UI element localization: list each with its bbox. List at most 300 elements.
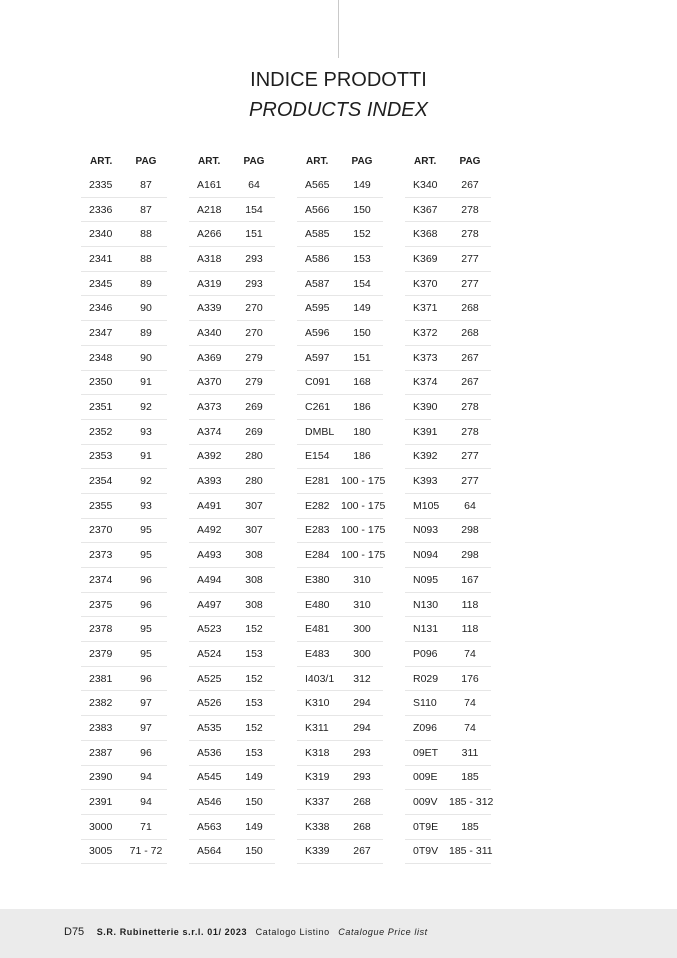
page-ref: 100 - 175: [341, 524, 386, 537]
article-code: A392: [197, 450, 222, 463]
table-row: [81, 247, 167, 272]
page-ref: 118: [461, 598, 479, 611]
table-row: [405, 568, 491, 593]
article-code: 0T9V: [413, 845, 439, 858]
article-code: 2346: [89, 302, 113, 315]
table-row: [297, 371, 383, 396]
page-ref: 151: [353, 351, 371, 364]
page-ref: 300: [353, 647, 371, 660]
article-code: 2391: [89, 796, 113, 809]
article-code: A566: [305, 203, 330, 216]
table-row: [189, 691, 275, 716]
table-row: [189, 519, 275, 544]
table-row: [297, 568, 383, 593]
article-code: E281: [305, 475, 330, 488]
article-code: K319: [305, 771, 330, 784]
page-ref: 93: [140, 499, 152, 512]
catalog-label-it: Catalogo Listino: [255, 927, 330, 937]
article-code: N094: [413, 549, 439, 562]
article-code: 2354: [89, 475, 113, 488]
table-row: [189, 766, 275, 791]
page-ref: 100 - 175: [341, 475, 386, 488]
table-row: [81, 420, 167, 445]
table-row: [81, 691, 167, 716]
page-ref: 278: [461, 203, 479, 216]
table-row: [189, 173, 275, 198]
table-row: [405, 469, 491, 494]
page-ref: 64: [248, 178, 260, 191]
article-code: 2355: [89, 499, 113, 512]
table-row: [297, 198, 383, 223]
page-ref: 149: [353, 302, 371, 315]
header-pag: PAG: [459, 155, 481, 167]
article-code: A565: [305, 178, 330, 191]
page-ref: 71 - 72: [129, 845, 163, 858]
table-row: [81, 593, 167, 618]
table-row: [189, 247, 275, 272]
catalog-label-en: Catalogue Price list: [338, 927, 428, 937]
table-row: [405, 198, 491, 223]
table-row: [81, 321, 167, 346]
header-pag: PAG: [243, 155, 265, 167]
article-code: A161: [197, 178, 222, 191]
page-ref: 95: [140, 647, 152, 660]
article-code: 2350: [89, 376, 113, 389]
page-ref: 153: [245, 647, 263, 660]
table-row: [297, 346, 383, 371]
article-code: A491: [197, 499, 222, 512]
page-ref: 307: [245, 499, 263, 512]
page-ref: 278: [461, 425, 479, 438]
page-ref: 185: [461, 820, 479, 833]
article-code: A524: [197, 647, 222, 660]
table-row: [297, 593, 383, 618]
page-ref: 268: [353, 796, 371, 809]
page-ref: 308: [245, 573, 263, 586]
table-row: [297, 642, 383, 667]
article-code: 2340: [89, 228, 113, 241]
page-ref: 277: [461, 475, 479, 488]
article-code: A546: [197, 796, 222, 809]
article-code: A525: [197, 672, 222, 685]
article-code: K318: [305, 746, 330, 759]
column-header: [189, 149, 275, 173]
article-code: K372: [413, 326, 438, 339]
article-code: 2347: [89, 326, 113, 339]
table-row: [189, 371, 275, 396]
table-row: [189, 469, 275, 494]
page-ref: 267: [461, 376, 479, 389]
page-ref: 293: [245, 252, 263, 265]
article-code: K392: [413, 450, 438, 463]
article-code: A493: [197, 549, 222, 562]
article-code: M105: [413, 499, 440, 512]
table-row: [81, 642, 167, 667]
table-row: [297, 494, 386, 519]
article-code: A595: [305, 302, 330, 315]
page-ref: 185 - 311: [449, 845, 493, 858]
article-code: 2382: [89, 697, 113, 710]
page-ref: 298: [461, 549, 479, 562]
index-column: [297, 149, 386, 864]
table-row: [189, 593, 275, 618]
table-row: [297, 741, 383, 766]
page-ref: 152: [353, 228, 371, 241]
table-row: [189, 395, 275, 420]
table-row: [81, 173, 167, 198]
article-code: 2373: [89, 549, 113, 562]
table-row: [405, 519, 491, 544]
page-ref: 90: [140, 302, 152, 315]
table-row: [189, 667, 275, 692]
table-row: [81, 198, 167, 223]
article-code: A319: [197, 277, 222, 290]
table-row: [189, 716, 275, 741]
page-ref: 96: [140, 672, 152, 685]
table-row: [189, 272, 275, 297]
table-row: [81, 395, 167, 420]
page-ref: 152: [245, 623, 263, 636]
table-row: [405, 420, 491, 445]
column-header: [405, 149, 491, 173]
article-code: K367: [413, 203, 438, 216]
table-row: [297, 691, 383, 716]
page-ref: 279: [245, 351, 263, 364]
article-code: A492: [197, 524, 222, 537]
page-ref: 186: [353, 450, 371, 463]
article-code: K390: [413, 401, 438, 414]
table-row: [81, 617, 167, 642]
table-row: [297, 840, 383, 865]
page-ref: 270: [245, 302, 263, 315]
page-ref: 92: [140, 475, 152, 488]
article-code: E480: [305, 598, 330, 611]
article-code: N130: [413, 598, 439, 611]
article-code: E283: [305, 524, 330, 537]
article-code: A597: [305, 351, 330, 364]
article-code: A339: [197, 302, 222, 315]
page-ref: 74: [464, 697, 476, 710]
article-code: K373: [413, 351, 438, 364]
article-code: K371: [413, 302, 438, 315]
article-code: K393: [413, 475, 438, 488]
table-row: [297, 543, 386, 568]
page-ref: 87: [140, 203, 152, 216]
table-row: [189, 790, 275, 815]
article-code: A494: [197, 573, 222, 586]
table-row: [81, 716, 167, 741]
article-code: N131: [413, 623, 439, 636]
table-row: [297, 815, 383, 840]
article-code: P096: [413, 647, 438, 660]
article-code: 0T9E: [413, 820, 439, 833]
column-header: [81, 149, 167, 173]
article-code: R029: [413, 672, 439, 685]
article-code: 2390: [89, 771, 113, 784]
page-ref: 151: [245, 228, 263, 241]
page-ref: 94: [140, 771, 152, 784]
page-ref: 91: [140, 450, 152, 463]
article-code: A340: [197, 326, 222, 339]
table-row: [405, 296, 491, 321]
article-code: K340: [413, 178, 438, 191]
page-ref: 300: [353, 623, 371, 636]
table-row: [189, 445, 275, 470]
table-row: [297, 395, 383, 420]
table-row: [405, 790, 494, 815]
table-row: [81, 519, 167, 544]
page-ref: 150: [353, 203, 371, 216]
page-ref: 279: [245, 376, 263, 389]
page-ref: 96: [140, 573, 152, 586]
page-ref: 185: [461, 771, 479, 784]
article-code: 2387: [89, 746, 113, 759]
page-ref: 293: [353, 771, 371, 784]
table-row: [405, 543, 491, 568]
page-ref: 150: [245, 796, 263, 809]
table-row: [189, 222, 275, 247]
table-row: [297, 272, 383, 297]
table-row: [297, 519, 386, 544]
page-ref: 87: [140, 178, 152, 191]
page-ref: 280: [245, 450, 263, 463]
table-row: [81, 222, 167, 247]
table-row: [297, 296, 383, 321]
page-number: D75: [64, 926, 85, 938]
table-row: [405, 445, 491, 470]
page-ref: 278: [461, 228, 479, 241]
article-code: 2374: [89, 573, 113, 586]
table-row: [405, 815, 491, 840]
page-ref: 100 - 175: [341, 549, 386, 562]
page-ref: 71: [140, 820, 152, 833]
page-ref: 96: [140, 746, 152, 759]
top-divider: [338, 0, 339, 58]
table-row: [81, 568, 167, 593]
table-row: [81, 469, 167, 494]
table-row: [81, 766, 167, 791]
index-column: [81, 149, 167, 864]
column-header: [297, 149, 383, 173]
table-row: [405, 667, 491, 692]
page-ref: 96: [140, 598, 152, 611]
page-ref: 152: [245, 672, 263, 685]
page-ref: 278: [461, 401, 479, 414]
page-ref: 167: [461, 573, 479, 586]
table-row: [405, 642, 491, 667]
page-ref: 95: [140, 549, 152, 562]
table-row: [189, 346, 275, 371]
article-code: 3000: [89, 820, 113, 833]
page-ref: 149: [245, 820, 263, 833]
article-code: E282: [305, 499, 330, 512]
article-code: 09ET: [413, 746, 439, 759]
article-code: A369: [197, 351, 222, 364]
page-ref: 94: [140, 796, 152, 809]
page-ref: 100 - 175: [341, 499, 386, 512]
table-row: [297, 222, 383, 247]
page-ref: 95: [140, 623, 152, 636]
page-ref: 293: [353, 746, 371, 759]
header-art: ART.: [306, 155, 329, 167]
article-code: A545: [197, 771, 222, 784]
table-row: [81, 371, 167, 396]
article-code: 2336: [89, 203, 113, 216]
table-row: [405, 173, 491, 198]
article-code: E483: [305, 647, 330, 660]
page-ref: 88: [140, 228, 152, 241]
page-ref: 93: [140, 425, 152, 438]
table-row: [405, 247, 491, 272]
article-code: I403/1: [305, 672, 335, 685]
article-code: A526: [197, 697, 222, 710]
article-code: 2379: [89, 647, 113, 660]
article-code: A564: [197, 845, 222, 858]
table-row: [405, 766, 491, 791]
page-ref: 294: [353, 721, 371, 734]
table-row: [81, 741, 167, 766]
article-code: K391: [413, 425, 438, 438]
table-row: [189, 840, 275, 865]
article-code: K369: [413, 252, 438, 265]
page-ref: 176: [461, 672, 479, 685]
table-row: [189, 198, 275, 223]
page-ref: 185 - 312: [449, 796, 494, 809]
page-ref: 154: [245, 203, 263, 216]
page-ref: 268: [353, 820, 371, 833]
page-ref: 312: [353, 672, 371, 685]
page-ref: 268: [461, 302, 479, 315]
page-ref: 280: [245, 475, 263, 488]
article-code: 2341: [89, 252, 113, 265]
page-ref: 149: [245, 771, 263, 784]
article-code: 009E: [413, 771, 438, 784]
table-row: [81, 667, 167, 692]
page-ref: 118: [461, 623, 479, 636]
table-row: [297, 766, 383, 791]
page-ref: 307: [245, 524, 263, 537]
table-row: [405, 395, 491, 420]
page-ref: 149: [353, 178, 371, 191]
page-ref: 91: [140, 376, 152, 389]
article-code: 2353: [89, 450, 113, 463]
table-row: [405, 691, 491, 716]
table-row: [297, 247, 383, 272]
table-row: [297, 321, 383, 346]
article-code: A585: [305, 228, 330, 241]
table-row: [405, 321, 491, 346]
page-ref: 150: [353, 326, 371, 339]
page-ref: 293: [245, 277, 263, 290]
table-row: [297, 420, 383, 445]
page-ref: 154: [353, 277, 371, 290]
article-code: 2345: [89, 277, 113, 290]
table-row: [405, 617, 491, 642]
header-art: ART.: [90, 155, 113, 167]
article-code: 3005: [89, 845, 113, 858]
page-ref: 92: [140, 401, 152, 414]
index-column: [405, 149, 494, 864]
table-row: [297, 173, 383, 198]
table-row: [189, 543, 275, 568]
table-row: [297, 445, 383, 470]
table-row: [189, 815, 275, 840]
article-code: 009V: [413, 796, 438, 809]
page-ref: 277: [461, 277, 479, 290]
table-row: [81, 815, 167, 840]
article-code: A374: [197, 425, 222, 438]
table-row: [189, 494, 275, 519]
table-row: [297, 617, 383, 642]
header-art: ART.: [414, 155, 437, 167]
page-ref: 308: [245, 598, 263, 611]
table-row: [189, 321, 275, 346]
table-row: [81, 272, 167, 297]
table-row: [81, 346, 167, 371]
article-code: 2381: [89, 672, 113, 685]
page-ref: 97: [140, 721, 152, 734]
table-row: [405, 716, 491, 741]
page-ref: 74: [464, 647, 476, 660]
table-row: [81, 296, 167, 321]
page-ref: 153: [245, 697, 263, 710]
header-pag: PAG: [135, 155, 157, 167]
table-row: [405, 593, 491, 618]
article-code: 2378: [89, 623, 113, 636]
footer-text: [64, 926, 428, 938]
article-code: 2351: [89, 401, 113, 414]
page-ref: 64: [464, 499, 476, 512]
page-ref: 308: [245, 549, 263, 562]
page-ref: 88: [140, 252, 152, 265]
article-code: C091: [305, 376, 331, 389]
page-ref: 267: [461, 351, 479, 364]
article-code: Z096: [413, 721, 437, 734]
article-code: N093: [413, 524, 439, 537]
company-name: S.R. Rubinetterie s.r.l. 01/ 2023: [96, 927, 248, 937]
page-ref: 310: [353, 573, 371, 586]
table-row: [405, 494, 491, 519]
header-pag: PAG: [351, 155, 373, 167]
page-ref: 180: [353, 425, 371, 438]
article-code: A393: [197, 475, 222, 488]
page-ref: 74: [464, 721, 476, 734]
article-code: K370: [413, 277, 438, 290]
article-code: A318: [197, 252, 222, 265]
article-code: 2348: [89, 351, 113, 364]
article-code: K311: [305, 721, 329, 734]
table-row: [297, 790, 383, 815]
article-code: A266: [197, 228, 222, 241]
table-row: [405, 840, 491, 865]
article-code: A497: [197, 598, 222, 611]
page-ref: 97: [140, 697, 152, 710]
article-code: K337: [305, 796, 330, 809]
article-code: A587: [305, 277, 330, 290]
table-row: [405, 272, 491, 297]
article-code: A563: [197, 820, 222, 833]
page-ref: 298: [461, 524, 479, 537]
page-ref: 270: [245, 326, 263, 339]
table-row: [297, 667, 383, 692]
article-code: E154: [305, 450, 330, 463]
article-code: A218: [197, 203, 222, 216]
article-code: 2335: [89, 178, 113, 191]
article-code: A596: [305, 326, 330, 339]
page-ref: 310: [353, 598, 371, 611]
table-row: [81, 543, 167, 568]
table-row: [81, 445, 167, 470]
